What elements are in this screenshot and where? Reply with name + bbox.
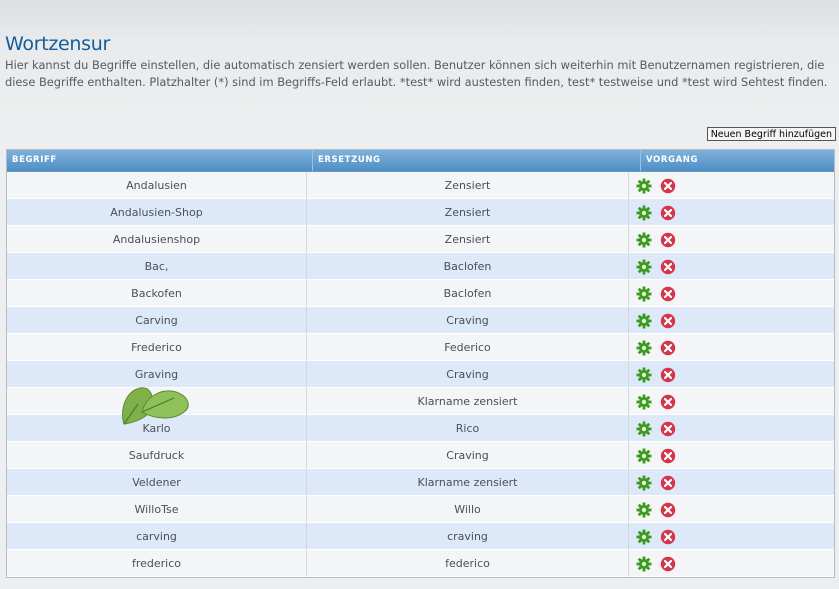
delete-icon[interactable] xyxy=(660,393,676,409)
gear-icon[interactable] xyxy=(636,285,652,301)
gear-icon[interactable] xyxy=(636,474,652,490)
action-cell xyxy=(629,334,834,361)
gear-icon[interactable] xyxy=(636,420,652,436)
term-cell: Graving xyxy=(7,361,307,388)
delete-icon[interactable] xyxy=(660,231,676,247)
action-cell xyxy=(629,226,834,253)
term-cell: Andalusienshop xyxy=(7,226,307,253)
term-cell: Veldener xyxy=(7,469,307,496)
gear-icon[interactable] xyxy=(636,312,652,328)
delete-icon[interactable] xyxy=(660,501,676,517)
table-row xyxy=(7,172,834,199)
action-cell xyxy=(629,523,834,550)
delete-icon[interactable] xyxy=(660,177,676,193)
replacement-cell: Rico xyxy=(307,415,629,442)
term-cell: Bac, xyxy=(7,253,307,280)
table-body xyxy=(7,172,834,577)
column-header-term: BEGRIFF xyxy=(7,150,313,171)
replacement-cell: Craving xyxy=(307,442,629,469)
replacement-cell: federico xyxy=(307,550,629,577)
word-censor-table xyxy=(6,149,835,578)
gear-icon[interactable] xyxy=(636,204,652,220)
table-header xyxy=(7,150,834,172)
gear-icon[interactable] xyxy=(636,393,652,409)
action-cell xyxy=(629,388,834,415)
term-cell: Andalusien xyxy=(7,172,307,199)
action-cell xyxy=(629,307,834,334)
gear-icon[interactable] xyxy=(636,231,652,247)
delete-icon[interactable] xyxy=(660,312,676,328)
gear-icon[interactable] xyxy=(636,501,652,517)
delete-icon[interactable] xyxy=(660,339,676,355)
table-row xyxy=(7,334,834,361)
table-row xyxy=(7,253,834,280)
replacement-cell: Craving xyxy=(307,307,629,334)
term-cell: Frederico xyxy=(7,334,307,361)
gear-icon[interactable] xyxy=(636,447,652,463)
action-cell xyxy=(629,442,834,469)
column-header-replacement: ERSETZUNG xyxy=(313,150,641,171)
page-description: Hier kannst du Begriffe einstellen, die automatisch zensiert werden sollen. Benutzer können sich weiterhin mit Benutzernamen registrieren, die diese Begriffe enthalten. Platzhalter (*) sind im Begriffs-Feld erlaubt. *test* wird austesten finden, test* testweise und *test wird Sehtest finden. xyxy=(5,58,828,89)
leaf-image xyxy=(118,382,192,428)
gear-icon[interactable] xyxy=(636,177,652,193)
replacement-cell: Zensiert xyxy=(307,199,629,226)
replacement-cell: Willo xyxy=(307,496,629,523)
table-row xyxy=(7,280,834,307)
table-row xyxy=(7,442,834,469)
action-cell xyxy=(629,361,834,388)
table-row xyxy=(7,523,834,550)
gear-icon[interactable] xyxy=(636,555,652,571)
term-cell: frederico xyxy=(7,550,307,577)
replacement-cell: Baclofen xyxy=(307,280,629,307)
term-cell: carving xyxy=(7,523,307,550)
table-row xyxy=(7,496,834,523)
action-cell xyxy=(629,550,834,577)
gear-icon[interactable] xyxy=(636,258,652,274)
add-term-button[interactable]: Neuen Begriff hinzufügen xyxy=(707,127,836,141)
action-cell xyxy=(629,469,834,496)
column-header-action: VORGANG xyxy=(646,155,699,165)
replacement-cell: Zensiert xyxy=(307,226,629,253)
action-cell xyxy=(629,172,834,199)
replacement-cell: craving xyxy=(307,523,629,550)
action-cell xyxy=(629,415,834,442)
delete-icon[interactable] xyxy=(660,258,676,274)
term-cell: Carving xyxy=(7,307,307,334)
replacement-cell: Klarname zensiert xyxy=(307,388,629,415)
delete-icon[interactable] xyxy=(660,474,676,490)
term-cell: Saufdruck xyxy=(7,442,307,469)
delete-icon[interactable] xyxy=(660,447,676,463)
term-cell: WilloTse xyxy=(7,496,307,523)
action-cell xyxy=(629,496,834,523)
replacement-cell: Zensiert xyxy=(307,172,629,199)
term-cell: Andalusien-Shop xyxy=(7,199,307,226)
replacement-cell: Federico xyxy=(307,334,629,361)
replacement-cell: Craving xyxy=(307,361,629,388)
action-cell xyxy=(629,280,834,307)
action-cell xyxy=(629,199,834,226)
delete-icon[interactable] xyxy=(660,420,676,436)
delete-icon[interactable] xyxy=(660,528,676,544)
gear-icon[interactable] xyxy=(636,339,652,355)
delete-icon[interactable] xyxy=(660,555,676,571)
page-title: Wortzensur xyxy=(5,33,111,55)
gear-icon[interactable] xyxy=(636,528,652,544)
term-cell: Backofen xyxy=(7,280,307,307)
table-row xyxy=(7,226,834,253)
delete-icon[interactable] xyxy=(660,366,676,382)
table-row xyxy=(7,550,834,577)
term-cell: Karlo xyxy=(7,415,307,442)
gear-icon[interactable] xyxy=(636,366,652,382)
replacement-cell: Klarname zensiert xyxy=(307,469,629,496)
table-row xyxy=(7,469,834,496)
replacement-cell: Baclofen xyxy=(307,253,629,280)
action-cell xyxy=(629,253,834,280)
delete-icon[interactable] xyxy=(660,204,676,220)
delete-icon[interactable] xyxy=(660,285,676,301)
table-row xyxy=(7,307,834,334)
table-row xyxy=(7,199,834,226)
